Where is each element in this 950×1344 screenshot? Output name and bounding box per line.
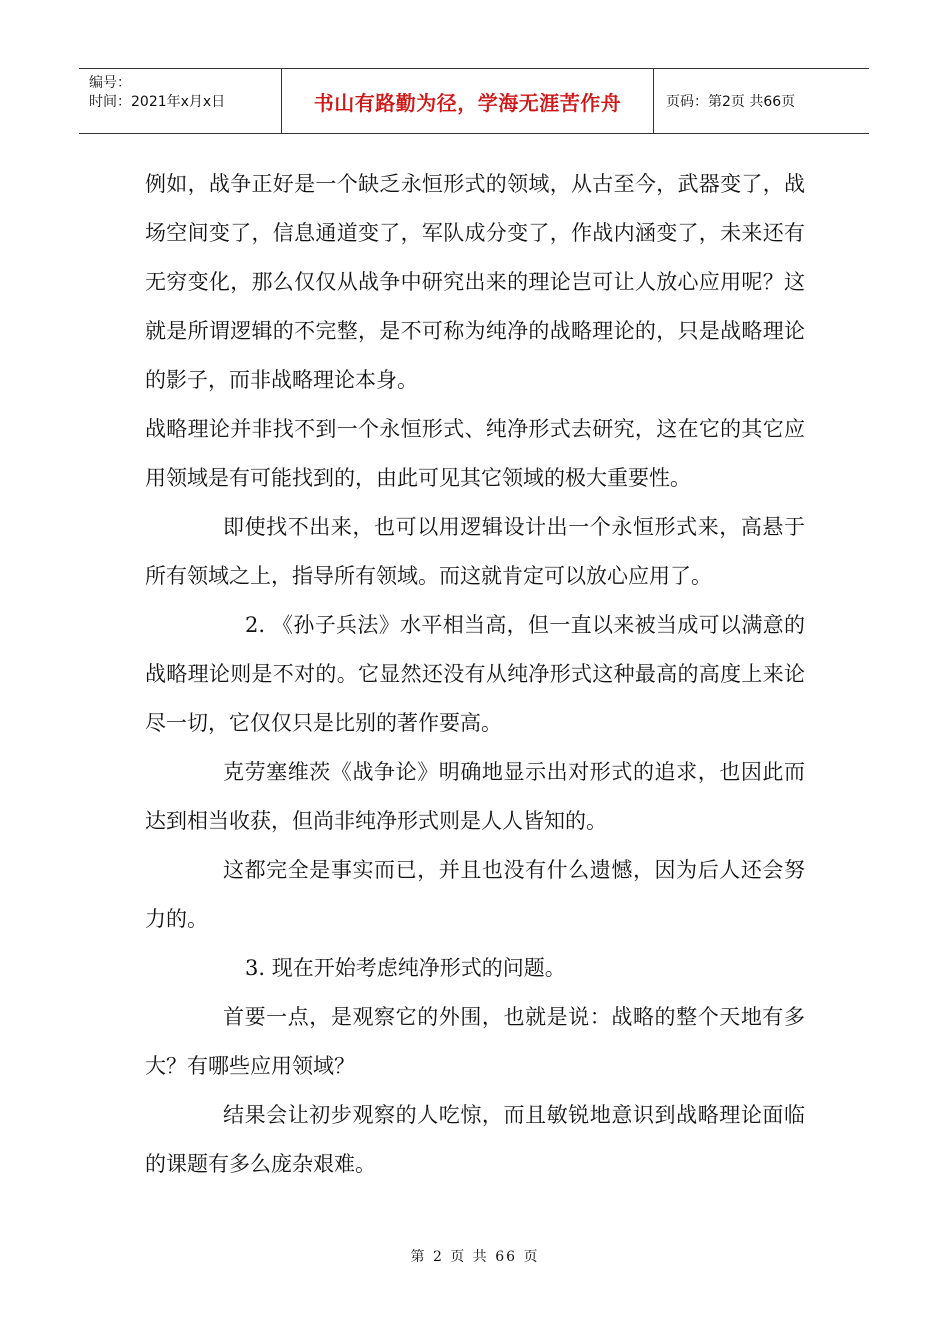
numbered-paragraph: 3. 现在开始考虑纯净形式的问题。 [245,956,566,980]
page-footer: 第 2 页 共 66 页 [410,1249,540,1265]
page-code: 页码：第2页 共66页 [666,94,796,110]
paragraph: 结果会让初步观察的人吃惊，而且敏锐地意识到战略理论面临的课题有多么庞杂艰难。 [145,1103,805,1176]
motto-text: 书山有路勤为径，学海无涯苦作舟 [313,90,622,115]
paragraph: 战略理论并非找不到一个永恒形式、纯净形式去研究，这在它的其它应用领域是有可能找到的，由此可见其它领域的极大重要性。 [145,417,805,490]
paragraph: 例如，战争正好是一个缺乏永恒形式的领域，从古至今，武器变了，战场空间变了，信息通道变了，军队成分变了，作战内涵变了，未来还有无穷变化，那么仅仅从战争中研究出来的理论岂可让人放心应用呢？这就是所谓逻辑的不完整，是不可称为纯净的战略理论的，只是战略理论的影子，而非战略理论本身。 [145,172,805,392]
header-motto-cell [282,69,654,133]
number-label: 编号： [89,75,131,91]
header-page-cell [654,69,869,133]
numbered-paragraph: 2. 《孙子兵法》水平相当高，但一直以来被当成可以满意的战略理论则是不对的。它显然还没有从纯净形式这种最高的高度上来论尽一切，它仅仅只是比别的著作要高。 [145,613,805,735]
paragraph: 这都完全是事实而已，并且也没有什么遗憾，因为后人还会努力的。 [145,858,805,931]
document-body [145,160,805,1189]
header-info-cell [79,69,282,133]
paragraph: 克劳塞维茨《战争论》明确地显示出对形式的追求，也因此而达到相当收获，但尚非纯净形式则是人人皆知的。 [145,760,805,833]
paragraph: 即使找不出来，也可以用逻辑设计出一个永恒形式来，高悬于所有领域之上，指导所有领域。而这就肯定可以放心应用了。 [145,515,805,588]
time-label: 时间：2021年x月x日 [89,94,226,110]
document-header [79,68,869,134]
paragraph: 首要一点，是观察它的外围，也就是说：战略的整个天地有多大？有哪些应用领域？ [145,1005,805,1078]
